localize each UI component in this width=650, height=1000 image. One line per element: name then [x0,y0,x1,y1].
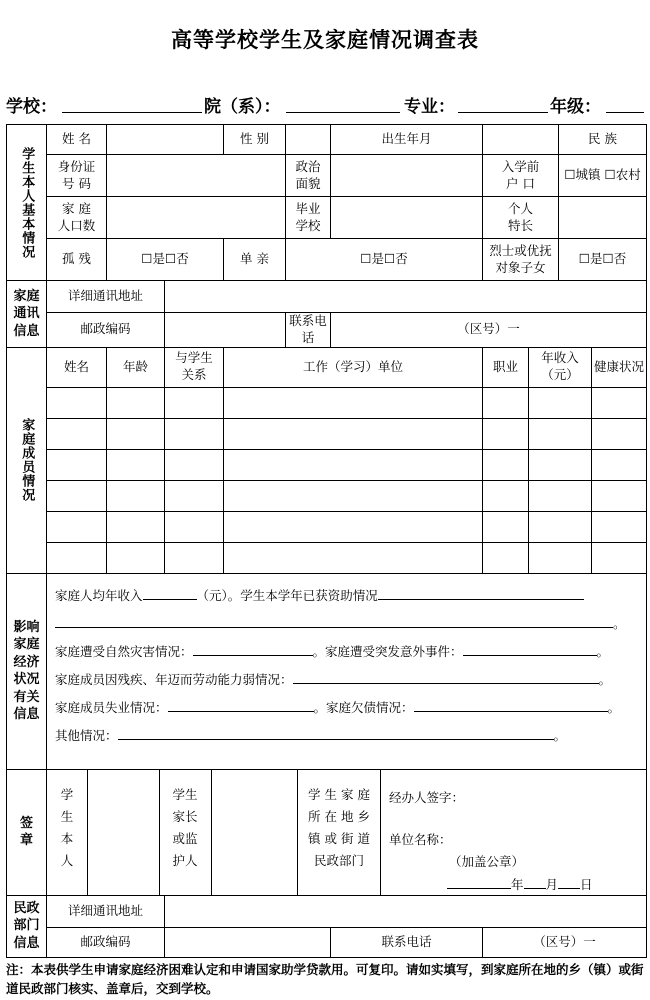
member-name-cell[interactable] [47,480,107,511]
member-relation-cell[interactable] [165,418,224,449]
contact-phone-label: 联系电话 [286,313,331,348]
contact-section-label: 家庭 通讯 信息 [7,281,47,348]
member-health-cell[interactable] [592,542,647,573]
member-name-cell[interactable] [47,449,107,480]
disaster-field[interactable] [193,641,313,656]
birth-label: 出生年月 [331,125,483,155]
member-income-cell[interactable] [529,449,592,480]
debt-field[interactable] [414,697,608,712]
avg-income-field[interactable] [143,585,197,600]
aid-field[interactable] [378,585,584,600]
page-title: 高等学校学生及家庭情况调查表 [171,28,479,52]
member-income-cell[interactable] [529,387,592,418]
parent-signature-field[interactable] [212,770,297,895]
member-health-cell[interactable] [592,449,647,480]
member-row [7,387,647,418]
member-job-header: 职业 [483,347,529,387]
single-parent-options[interactable]: ☐是☐否 [286,239,483,281]
major-field[interactable] [458,112,548,113]
orphan-options[interactable]: ☐是☐否 [107,239,224,281]
member-job-cell[interactable] [483,511,529,542]
grade-label: 年级： [550,97,601,117]
grade-field[interactable] [606,112,644,113]
aid-label: （元）。学生本学年已获资助情况 [196,587,378,603]
influence-content: 家庭人均年收入 （元）。学生本学年已获资助情况 。 家庭遭受自然灾害情况： 。家庭遭受突发意外事件： 。 家庭成员因残疾、年迈而劳动能力弱情况： 。 家庭成员失业情况： 。家庭欠债情况： 。 其他情况： 。 [47,573,647,769]
member-job-cell[interactable] [483,542,529,573]
student-label: 学 生 本 人 [60,786,74,868]
member-work-cell[interactable] [224,480,483,511]
member-work-header: 工作（学习）单位 [224,347,483,387]
member-age-cell[interactable] [107,449,165,480]
member-health-cell[interactable] [592,418,647,449]
member-job-cell[interactable] [483,387,529,418]
accident-label: 。家庭遭受突发意外事件： [312,643,463,659]
grad-school-field[interactable] [331,197,483,239]
political-label: 政治 面貌 [286,155,331,197]
member-work-cell[interactable] [224,387,483,418]
member-name-cell[interactable] [47,418,107,449]
header-fields [6,88,646,116]
member-row [7,542,647,573]
member-relation-header: 与学生 关系 [165,347,224,387]
birth-field[interactable] [483,125,559,155]
martyr-label: 烈士或优抚 对象子女 [483,239,559,281]
member-income-cell[interactable] [529,480,592,511]
seal-label: （加盖公章） [449,853,525,869]
major-label: 专业： [404,97,455,117]
member-job-cell[interactable] [483,418,529,449]
disaster-label: 家庭遭受自然灾害情况： [55,643,193,659]
unit-label: 单位名称： [389,831,452,847]
date-field[interactable]: 年 月 日 [447,874,593,894]
civil-address-label: 详细通讯地址 [47,895,165,927]
parent-label: 学生 家长 或监 护人 [172,786,198,868]
member-relation-cell[interactable] [165,542,224,573]
member-job-cell[interactable] [483,480,529,511]
contact-address-field[interactable] [165,281,647,313]
family-size-label: 家 庭 人口数 [47,197,107,239]
member-work-cell[interactable] [224,449,483,480]
civil-office-label: 学 生 家 庭 所 在 地 乡 镇 或 街 道 民政部门 [308,786,370,868]
member-health-cell[interactable] [592,511,647,542]
member-work-cell[interactable] [224,542,483,573]
member-health-cell[interactable] [592,387,647,418]
school-field[interactable] [62,112,202,113]
id-card-field[interactable] [107,155,286,197]
member-age-cell[interactable] [107,387,165,418]
member-name-header: 姓名 [47,347,107,387]
civil-address-field[interactable] [165,895,647,927]
gender-label: 性 别 [224,125,286,155]
member-row [7,480,647,511]
contact-phone-field[interactable]: （区号）一 [331,313,647,348]
member-name-cell[interactable] [47,542,107,573]
member-age-cell[interactable] [107,542,165,573]
college-field[interactable] [286,112,400,113]
gender-field[interactable] [286,125,331,155]
single-parent-label: 单 亲 [224,239,286,281]
political-field[interactable] [331,155,483,197]
grad-school-label: 毕业 学校 [286,197,331,239]
member-age-header: 年龄 [107,347,165,387]
basic-section-label: 学生本人基本情况 [7,125,47,281]
aid-field-continued[interactable] [55,613,613,628]
member-health-cell[interactable] [592,480,647,511]
avg-income-label: 家庭人均年收入 [55,587,143,603]
member-income-cell[interactable] [529,511,592,542]
survey-table [6,124,647,958]
signature-area [47,769,647,895]
debt-label: 。家庭欠债情况： [313,699,414,715]
member-relation-cell[interactable] [165,449,224,480]
illness-field[interactable] [293,669,599,684]
contact-postcode-field[interactable] [165,313,286,348]
member-row [7,511,647,542]
student-signature-field[interactable] [88,770,159,895]
member-income-cell[interactable] [529,418,592,449]
civil-postcode-label: 邮政编码 [47,927,165,957]
member-relation-cell[interactable] [165,480,224,511]
member-income-header: 年收入 （元） [529,347,592,387]
other-field[interactable] [118,725,554,740]
period-mark: 。 [613,615,626,631]
member-name-cell[interactable] [47,387,107,418]
signature-section-label: 签 章 [7,769,47,895]
name-field[interactable] [107,125,224,155]
illness-label: 家庭成员因残疾、年迈而劳动能力弱情况： [55,671,293,687]
unemployment-label: 家庭成员失业情况： [55,699,168,715]
member-relation-cell[interactable] [165,511,224,542]
member-work-cell[interactable] [224,511,483,542]
hukou-label: 入学前 户 口 [483,155,559,197]
member-age-cell[interactable] [107,480,165,511]
school-label: 学校： [6,97,57,117]
other-label: 其他情况： [55,727,118,743]
specialty-field[interactable] [559,197,647,239]
member-relation-cell[interactable] [165,387,224,418]
member-age-cell[interactable] [107,511,165,542]
family-size-field[interactable] [107,197,286,239]
orphan-label: 孤 残 [47,239,107,281]
footer-note: 注：本表供学生申请家庭经济困难认定和申请国家助学贷款用。可复印。请如实填写，到家庭所在地的乡（镇）或街道民政部门核实、盖章后，交到学校。 [6,962,644,996]
ethnic-label: 民 族 [559,125,647,155]
martyr-options[interactable]: ☐是☐否 [559,239,647,281]
members-section-label: 家庭成员情况 [7,347,47,573]
civil-section-label: 民政 部门 信息 [7,895,47,957]
college-label: 院（系）： [204,97,281,117]
member-income-cell[interactable] [529,542,592,573]
accident-field[interactable] [463,641,597,656]
signer-label: 经办人签字： [389,789,465,805]
unemployment-field[interactable] [168,697,314,712]
member-name-cell[interactable] [47,511,107,542]
id-card-label: 身份证 号 码 [47,155,107,197]
name-label: 姓 名 [47,125,107,155]
member-health-header: 健康状况 [592,347,647,387]
contact-postcode-label: 邮政编码 [47,313,165,348]
member-row [7,449,647,480]
specialty-label: 个人 特长 [483,197,559,239]
civil-postcode-field[interactable] [165,927,331,957]
civil-phone-field[interactable]: （区号）一 [483,927,647,957]
influence-section-label: 影响 家庭 经济 状况 有关 信息 [7,573,47,769]
civil-phone-label: 联系电话 [331,927,483,957]
member-row [7,418,647,449]
contact-address-label: 详细通讯地址 [47,281,165,313]
member-work-cell[interactable] [224,418,483,449]
member-job-cell[interactable] [483,449,529,480]
member-age-cell[interactable] [107,418,165,449]
hukou-options[interactable]: ☐城镇 ☐农村 [559,155,647,197]
